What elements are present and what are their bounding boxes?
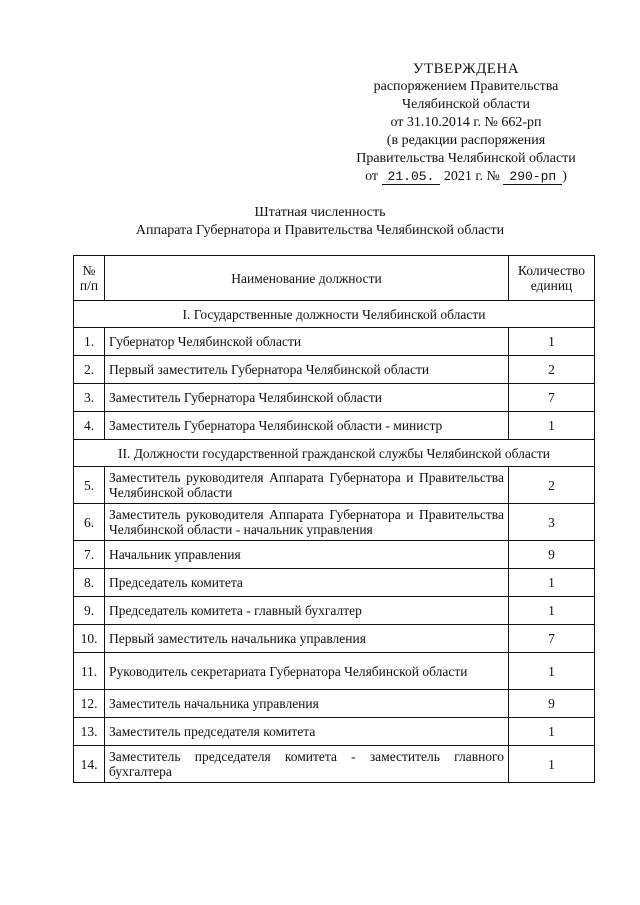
approval-year: 2021 г. №: [443, 169, 500, 184]
row-name: Председатель комитета: [105, 569, 509, 597]
row-num: 9.: [74, 597, 105, 625]
approval-heading: УТВЕРЖДЕНА: [412, 61, 520, 77]
approval-line: распоряжением Правительства: [373, 79, 559, 94]
row-num: 1.: [74, 328, 105, 356]
row-num: 13.: [74, 718, 105, 746]
header-qty: Количество единиц: [509, 256, 595, 301]
row-name: Губернатор Челябинской области: [105, 328, 509, 356]
table-row: [74, 467, 595, 504]
title-line: Штатная численность: [254, 205, 386, 220]
row-num: 12.: [74, 690, 105, 718]
table-row: [74, 569, 595, 597]
row-num: 3.: [74, 384, 105, 412]
approval-prefix: от: [365, 169, 379, 184]
approval-line: Правительства Челябинской области: [356, 151, 576, 166]
approval-line: (в редакции распоряжения: [386, 133, 546, 148]
approval-block: [330, 60, 602, 186]
row-num: 10.: [74, 625, 105, 653]
row-num: 14.: [74, 746, 105, 783]
row-name: Заместитель Губернатора Челябинской области - министр: [105, 412, 509, 440]
section-row: [74, 301, 595, 328]
header-name: Наименование должности: [105, 256, 509, 301]
row-name: Заместитель руководителя Аппарата Губернатора и Правительства Челябинской области: [105, 467, 509, 504]
row-qty: 1: [509, 597, 595, 625]
row-qty: 1: [509, 412, 595, 440]
row-qty: 7: [509, 384, 595, 412]
table-row: [74, 718, 595, 746]
row-num: 11.: [74, 653, 105, 690]
approval-number: 290-рп: [503, 169, 562, 185]
row-num: 8.: [74, 569, 105, 597]
table-header-row: [74, 256, 595, 301]
approval-line: от 31.10.2014 г. № 662-рп: [390, 115, 542, 130]
row-num: 2.: [74, 356, 105, 384]
approval-date-line: [330, 168, 602, 186]
table-row: [74, 504, 595, 541]
row-qty: 1: [509, 718, 595, 746]
row-name: Заместитель председателя комитета: [105, 718, 509, 746]
row-name: Первый заместитель начальника управления: [105, 625, 509, 653]
table-row: [74, 625, 595, 653]
row-qty: 1: [509, 653, 595, 690]
table-row: [74, 597, 595, 625]
row-qty: 9: [509, 541, 595, 569]
row-qty: 2: [509, 467, 595, 504]
row-name: Начальник управления: [105, 541, 509, 569]
header-num: № п/п: [74, 256, 105, 301]
table-row: [74, 690, 595, 718]
staff-table: [73, 255, 595, 783]
row-num: 7.: [74, 541, 105, 569]
row-qty: 1: [509, 746, 595, 783]
row-name: Заместитель председателя комитета - заместитель главного бухгалтера: [105, 746, 509, 783]
row-qty: 1: [509, 328, 595, 356]
row-num: 6.: [74, 504, 105, 541]
table-row: [74, 328, 595, 356]
row-qty: 2: [509, 356, 595, 384]
table-row: [74, 653, 595, 690]
approval-line: Челябинской области: [402, 97, 530, 112]
row-name: Заместитель начальника управления: [105, 690, 509, 718]
table-row: [74, 746, 595, 783]
row-name: Руководитель секретариата Губернатора Челябинской области: [105, 653, 509, 690]
section-title: II. Должности государственной гражданской службы Челябинской области: [74, 440, 595, 467]
row-name: Заместитель Губернатора Челябинской области: [105, 384, 509, 412]
row-num: 4.: [74, 412, 105, 440]
table-row: [74, 356, 595, 384]
row-qty: 3: [509, 504, 595, 541]
table-row: [74, 541, 595, 569]
title-line: Аппарата Губернатора и Правительства Челябинской области: [135, 223, 505, 238]
approval-close: ): [562, 169, 567, 184]
row-qty: 1: [509, 569, 595, 597]
row-qty: 7: [509, 625, 595, 653]
row-name: Первый заместитель Губернатора Челябинской области: [105, 356, 509, 384]
document-title: [0, 204, 640, 240]
approval-date: 21.05.: [382, 169, 441, 185]
table-row: [74, 384, 595, 412]
row-name: Заместитель руководителя Аппарата Губернатора и Правительства Челябинской области - начальник управления: [105, 504, 509, 541]
row-num: 5.: [74, 467, 105, 504]
row-qty: 9: [509, 690, 595, 718]
section-row: [74, 440, 595, 467]
row-name: Председатель комитета - главный бухгалтер: [105, 597, 509, 625]
section-title: I. Государственные должности Челябинской области: [74, 301, 595, 328]
table-row: [74, 412, 595, 440]
